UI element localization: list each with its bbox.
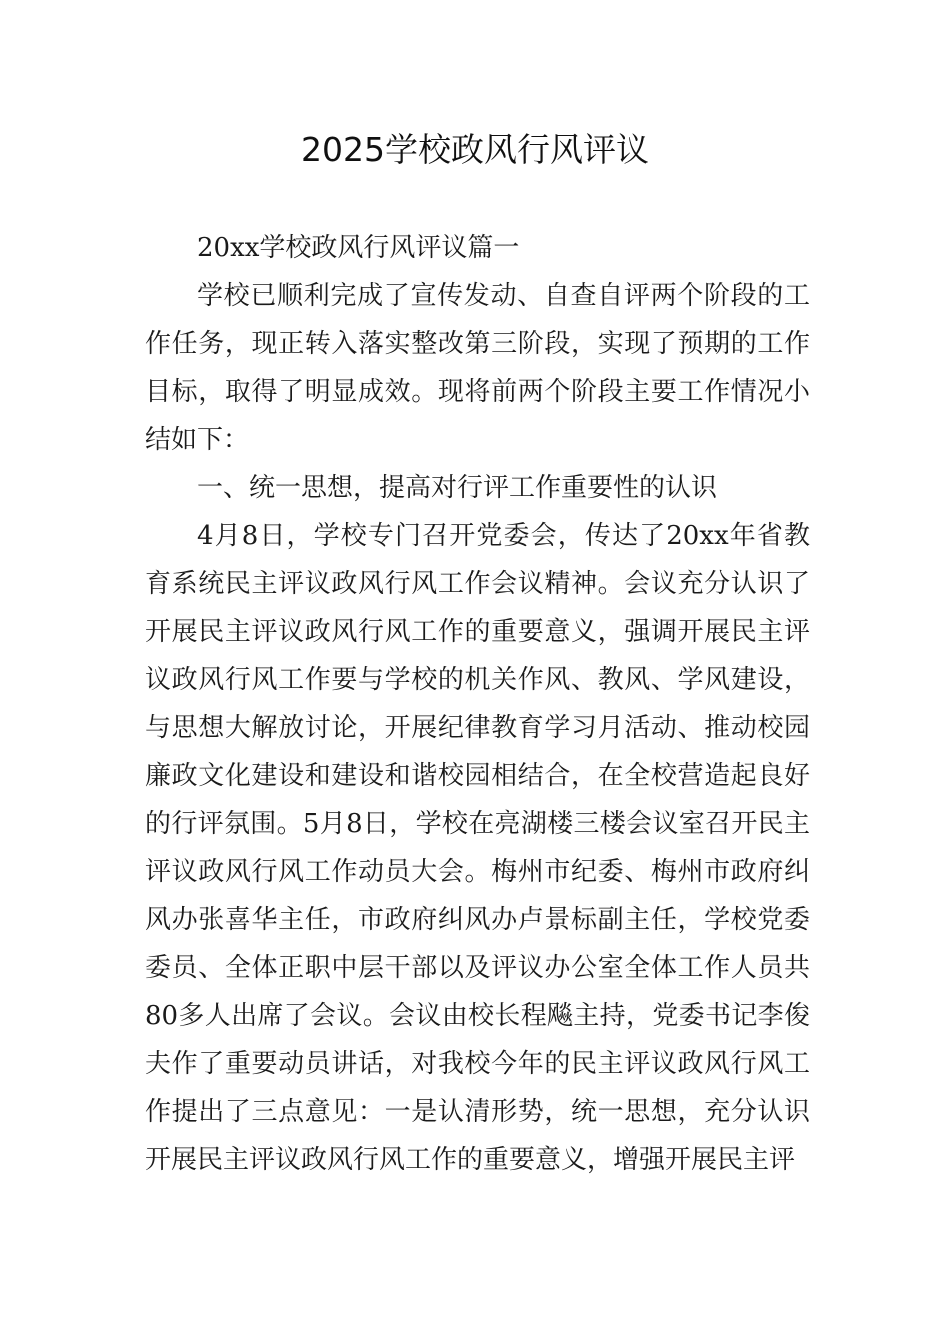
meeting-paragraph: 4月8日，学校专门召开党委会，传达了20xx年省教育系统民主评议政风行风工作会议精神。会议充分认识了开展民主评议政风行风工作的重要意义，强调开展民主评议政风行风工作要与学校的机关作风、教风、学风建设，与思想大解放讨论，开展纪律教育学习月活动、推动校园廉政文化建设和建设和谐校园相结合，在全校营造起良好的行评氛围。5月8日，学校在亮湖楼三楼会议室召开民主评议政风行风工作动员大会。梅州市纪委、梅州市政府纠风办张喜华主任，市政府纠风办卢景标副主任，学校党委委员、全体正职中层干部以及评议办公室全体工作人员共80多人出席了会议。会议由校长程飚主持，党委书记李俊夫作了重要动员讲话，对我校今年的民主评议政风行风工作提出了三点意见：一是认清形势，统一思想，充分认识开展民主评议政风行风工作的重要意义，增强开展民主评 (145, 521, 810, 1175)
document-title: 2025学校政风行风评议 (301, 130, 649, 169)
section-heading-part-one: 20xx学校政风行风评议篇一 (197, 233, 520, 263)
document-body (145, 224, 810, 1184)
intro-paragraph: 学校已顺利完成了宣传发动、自查自评两个阶段的工作任务，现正转入落实整改第三阶段，实现了预期的工作目标，取得了明显成效。现将前两个阶段主要工作情况小结如下： (145, 281, 810, 455)
section-heading-unify-thinking: 一、统一思想，提高对行评工作重要性的认识 (197, 473, 718, 503)
